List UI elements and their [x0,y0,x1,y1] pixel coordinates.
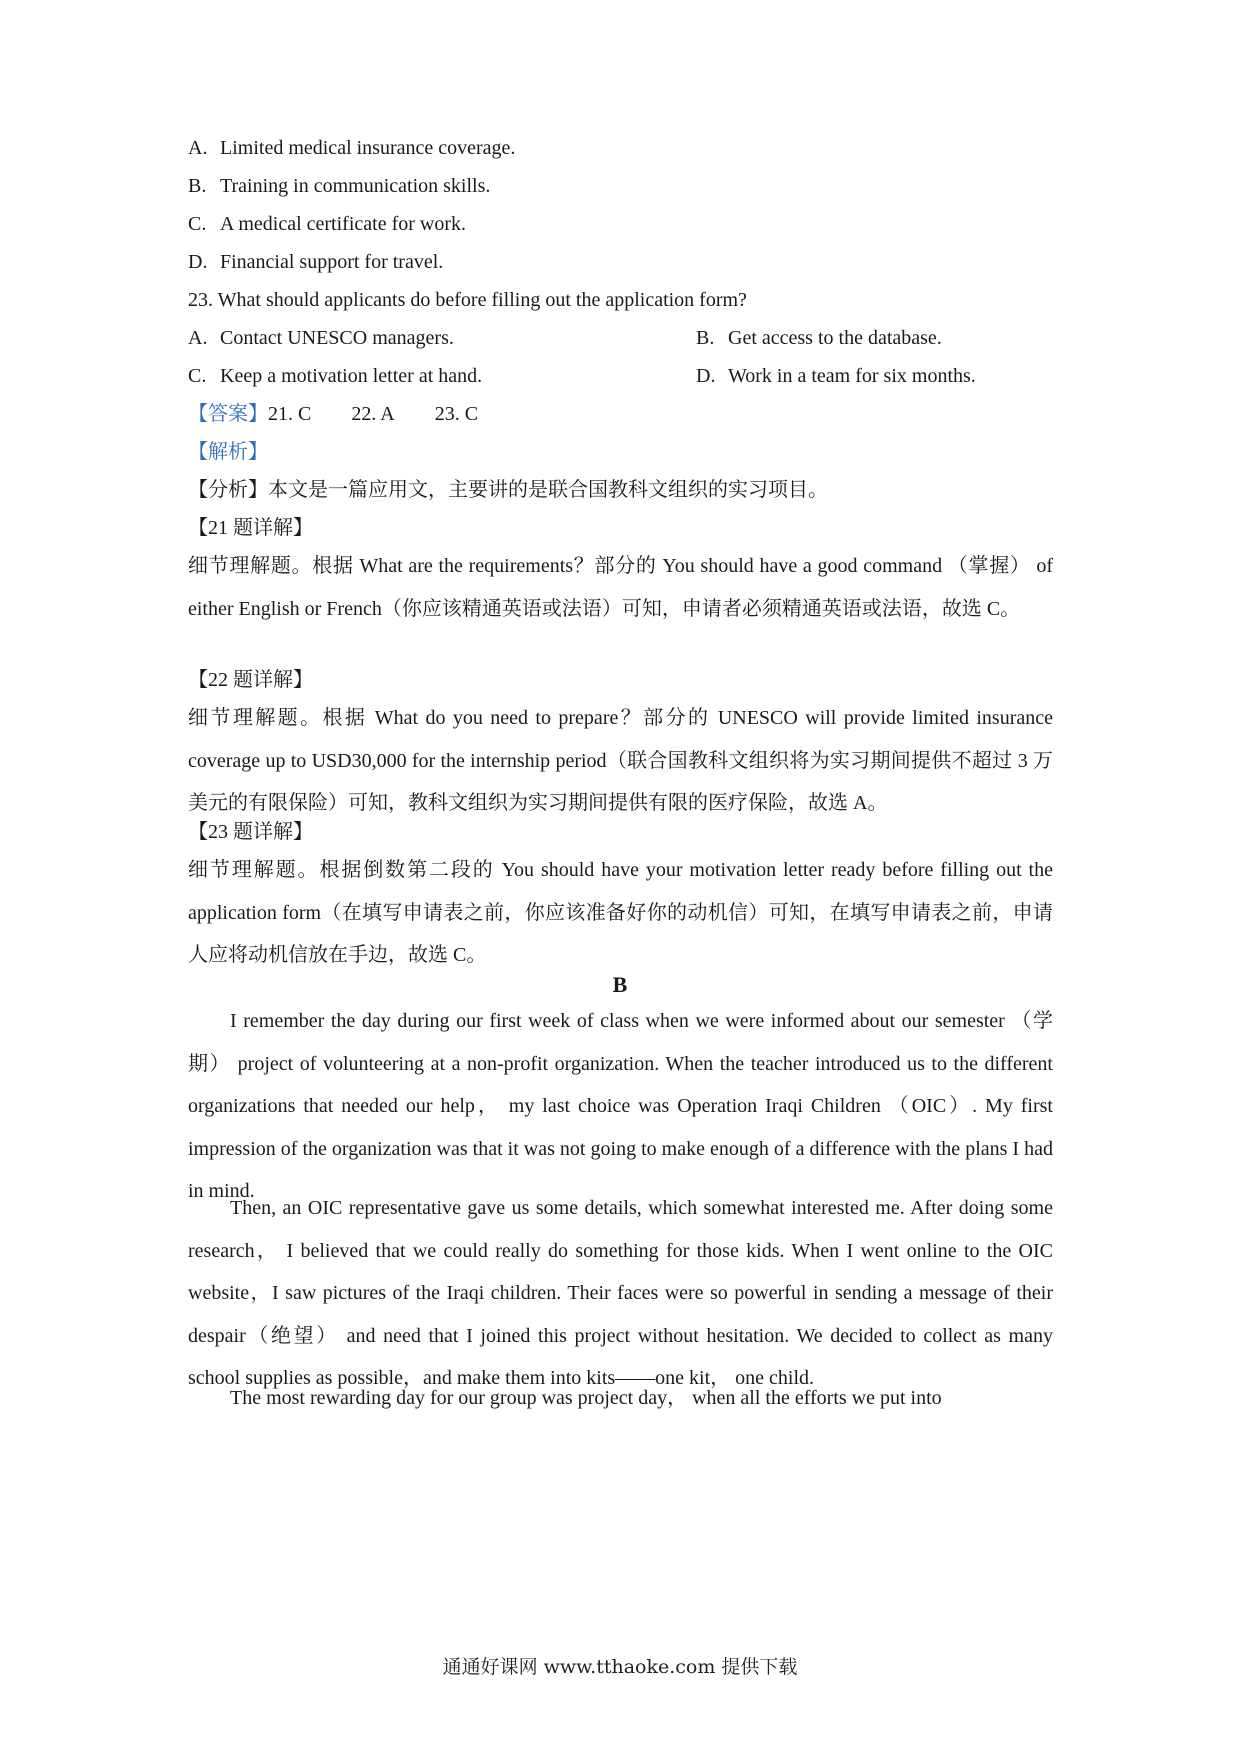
q22-detail-title: 【22 题详解】 [188,669,313,691]
analysis-overview: 【分析】本文是一篇应用文，主要讲的是联合国教科文组织的实习项目。 [188,479,828,501]
q22-detail-text: 细节理解题。根据 What do you need to prepare？部分的 UNESCO will provide limited insurance coverage up to USD30,000 for the internship period（联合国教科文组织将为实习期间提供不超过 3 万美元的有限保险）可知，教科文组织为实习期间提供有限的医疗保险，故选 A。 [188,707,1053,815]
q23-detail-text: 细节理解题。根据倒数第二段的 You should have your motivation letter ready before filling out the application form（在填写申请表之前，你应该准备好你的动机信）可知，在填写申请表之前，申请人应将动机信放在手边，故选 C。 [188,859,1053,967]
q23-options-row-1 [188,325,1053,351]
q21-detail-text: 细节理解题。根据 What are the requirements？部分的 You should have a good command （掌握） of either English or French（你应该精通英语或法语）可知，申请者必须精通英语或法语，故选 C。 [188,555,1053,620]
q23-stem: 23. What should applicants do before filling out the application form? [188,289,747,311]
answer-tag: 【答案】 [188,403,268,425]
q23-option-a: A. Contact UNESCO managers. [188,327,454,349]
footer-source: 通通好课网 www.tthaoke.com 提供下载 [442,1656,798,1678]
q21-detail-title: 【21 题详解】 [188,517,313,539]
q23-option-c: C. Keep a motivation letter at hand. [188,365,483,387]
q22-option-a: A. Limited medical insurance coverage. [188,137,516,159]
answer-item: 21. C [268,403,312,425]
q23-options-row-2 [188,363,1053,389]
q22-option-b: B. Training in communication skills. [188,175,491,197]
q22-option-d: D. Financial support for travel. [188,251,444,273]
answer-line [188,401,1053,427]
analysis-tag: 【解析】 [188,441,268,463]
q22-option-c: C. A medical certificate for work. [188,213,466,235]
answer-item: 22. A [351,403,395,425]
answer-item: 23. C [434,403,479,425]
section-heading: B [612,972,628,997]
passage-paragraph: Then, an OIC representative gave us some details, which somewhat interested me. After doing some research， I believed that we could really do something for those kids. When I went online to the OIC website，I saw pictures of the Iraqi children. Their faces were so powerful in sending a message of their despair（绝望） and need that I joined this project without hesitation. We decided to collect as many school supplies as possible，and make them into kits——one kit， one child. [188,1197,1053,1390]
q23-detail-title: 【23 题详解】 [188,821,313,843]
passage-paragraph: The most rewarding day for our group was project day， when all the efforts we put into [230,1387,942,1409]
q23-option-d: D. Work in a team for six months. [696,365,976,387]
q23-option-b: B. Get access to the database. [696,327,942,349]
passage-paragraph: I remember the day during our first week of class when we were informed about our semester （学期） project of volunteering at a non-profit organization. When the teacher introduced us to the different organizations that needed our help， my last choice was Operation Iraqi Children （OIC）. My first impression of the organization was that it was not going to make enough of a difference with the plans I had in mind. [188,1010,1053,1203]
